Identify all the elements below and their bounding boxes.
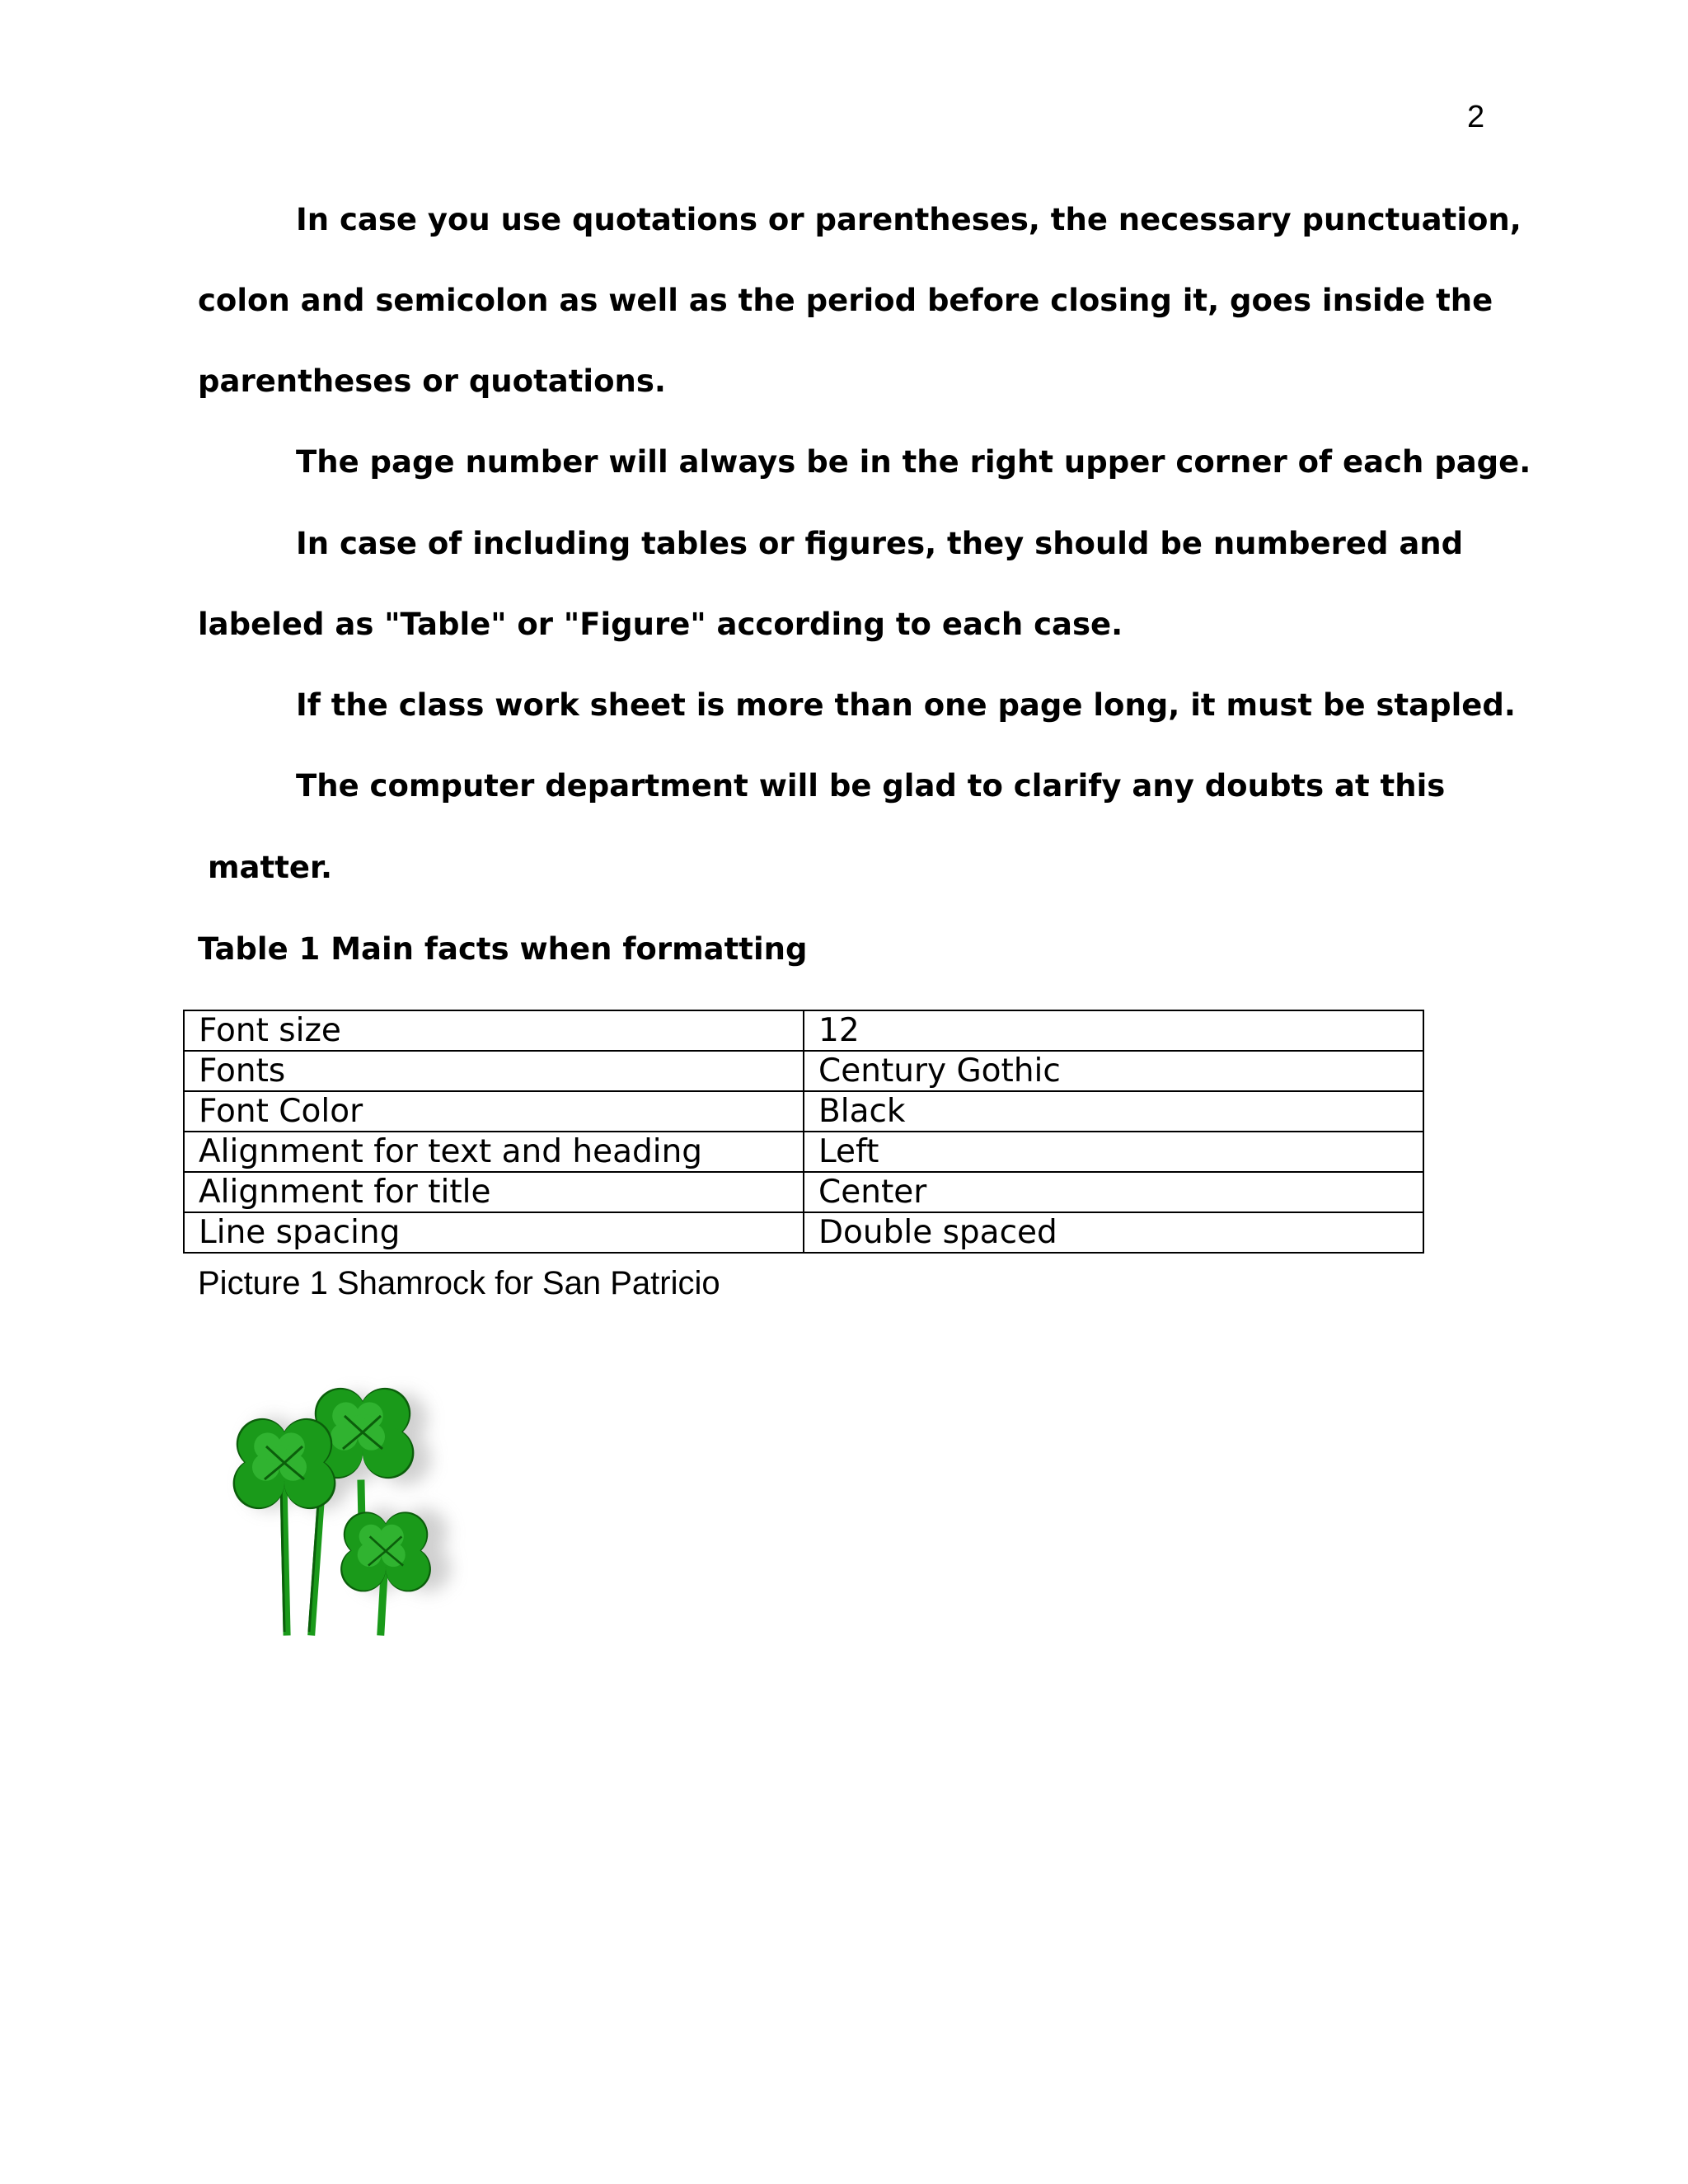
table-cell-key: Line spacing — [184, 1212, 804, 1253]
paragraph-quotations-line-1: In case you use quotations or parentheses, the necessary punctuation, — [296, 202, 1522, 237]
paragraph-quotations-line-3: parentheses or quotations. — [198, 363, 666, 399]
paragraph-department-line-1: The computer department will be glad to clarify any doubts at this — [296, 768, 1446, 804]
table-caption: Table 1 Main facts when formatting — [198, 931, 808, 967]
table-cell-key: Font size — [184, 1010, 804, 1051]
table-cell-value: 12 — [804, 1010, 1423, 1051]
table-row — [184, 1010, 1423, 1051]
paragraph-department-line-2: matter. — [208, 850, 333, 885]
table-cell-key: Alignment for text and heading — [184, 1132, 804, 1172]
shamrock-icon — [198, 1360, 495, 1648]
paragraph-quotations-line-2: colon and semicolon as well as the period before closing it, goes inside the — [198, 283, 1493, 318]
picture-caption: Picture 1 Shamrock for San Patricio — [198, 1265, 720, 1301]
table-row — [184, 1172, 1423, 1212]
paragraph-tables-line-2: labeled as "Table" or "Figure" according to each case. — [198, 607, 1123, 642]
table-row — [184, 1091, 1423, 1132]
table-cell-value: Center — [804, 1172, 1423, 1212]
table-cell-value: Black — [804, 1091, 1423, 1132]
formatting-facts-table — [183, 1010, 1424, 1254]
paragraph-tables-line-1: In case of including tables or figures, they should be numbered and — [296, 526, 1464, 561]
page-number: 2 — [1467, 100, 1485, 134]
table-cell-key: Alignment for title — [184, 1172, 804, 1212]
table-cell-key: Font Color — [184, 1091, 804, 1132]
table-cell-value: Double spaced — [804, 1212, 1423, 1253]
table-cell-key: Fonts — [184, 1051, 804, 1091]
table-cell-value: Left — [804, 1132, 1423, 1172]
table-row — [184, 1132, 1423, 1172]
table-row — [184, 1051, 1423, 1091]
table-row — [184, 1212, 1423, 1253]
paragraph-stapled: If the class work sheet is more than one page long, it must be stapled. — [296, 687, 1516, 723]
table-cell-value: Century Gothic — [804, 1051, 1423, 1091]
paragraph-page-number: The page number will always be in the right upper corner of each page. — [296, 444, 1531, 480]
